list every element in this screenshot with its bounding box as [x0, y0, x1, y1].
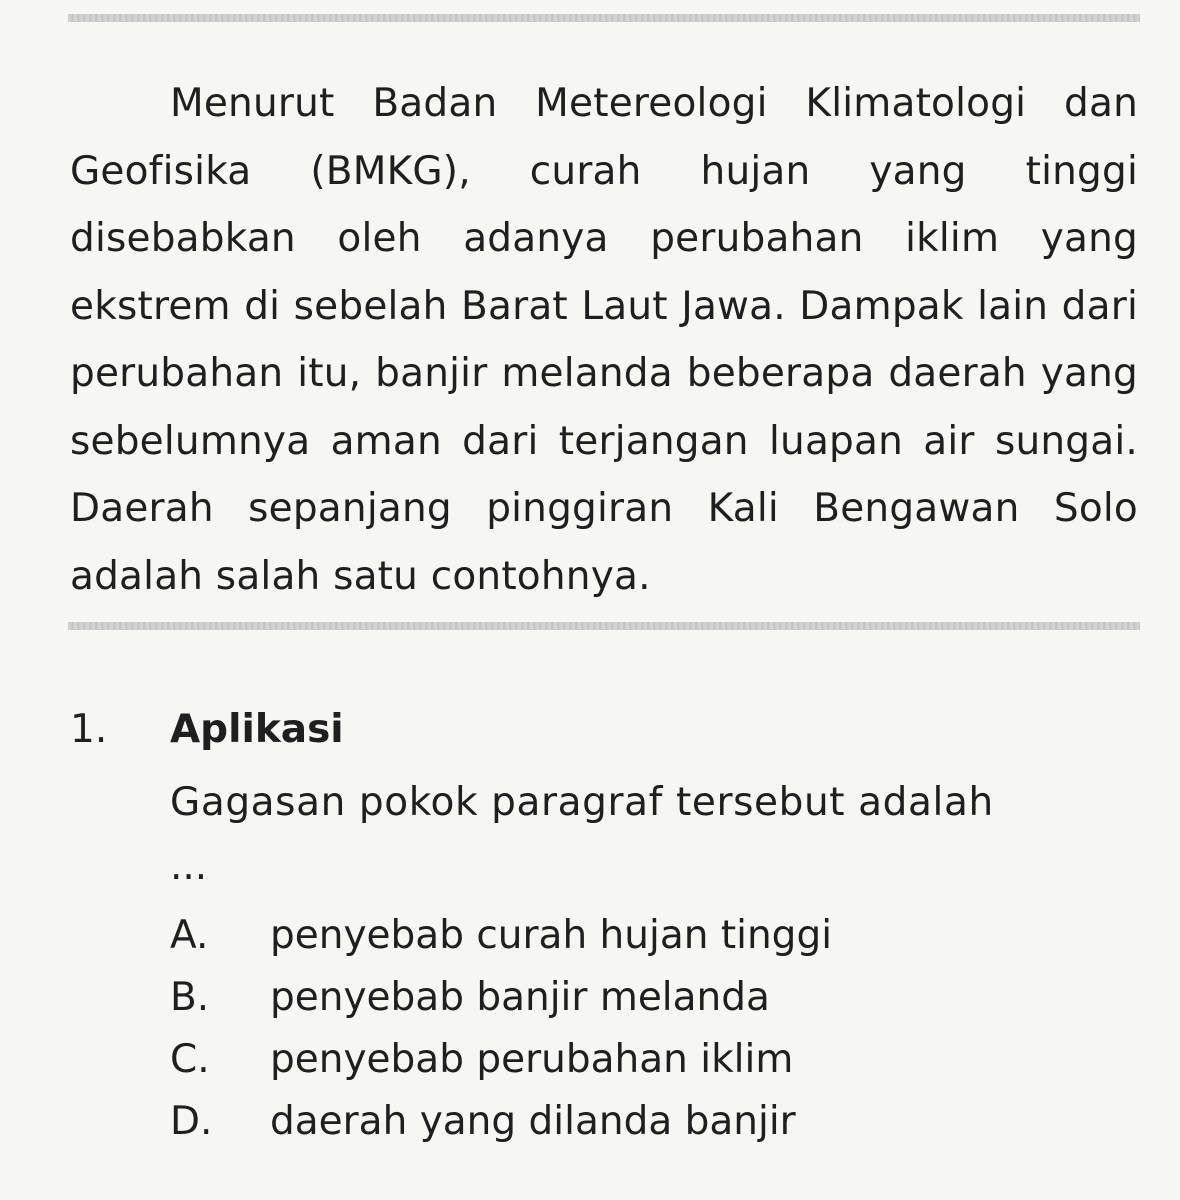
option-c[interactable] [170, 1029, 1070, 1091]
option-text: penyebab banjir melanda [270, 975, 770, 1020]
option-text: daerah yang dilanda banjir [270, 1099, 796, 1144]
option-letter: C. [170, 1037, 210, 1082]
answer-options [170, 905, 1070, 1153]
question-ellipsis: ... [170, 844, 208, 889]
option-text: penyebab curah hujan tinggi [270, 913, 833, 958]
bottom-divider [68, 622, 1140, 630]
option-letter: A. [170, 913, 209, 958]
option-letter: B. [170, 975, 210, 1020]
question-stem: Gagasan pokok paragraf tersebut adalah [170, 780, 994, 825]
option-a[interactable] [170, 905, 1070, 967]
option-text: penyebab perubahan iklim [270, 1037, 794, 1082]
question-number: 1. [70, 707, 108, 752]
option-b[interactable] [170, 967, 1070, 1029]
question-category-title: Aplikasi [170, 707, 344, 752]
option-letter: D. [170, 1099, 213, 1144]
reading-passage: Menurut Badan Metereologi Klimatologi dan Geofisika (BMKG), curah hujan yang tinggi disebabkan oleh adanya perubahan iklim yang ekstrem di sebelah Barat Laut Jawa. Dampak lain dari perubahan itu, banjir melanda beberapa daerah yang sebelumnya aman dari terjangan luapan air sungai. Daerah sepanjang pinggiran Kali Bengawan Solo adalah salah satu contohnya. [70, 81, 1138, 599]
option-d[interactable] [170, 1091, 1070, 1153]
top-divider [68, 14, 1140, 22]
